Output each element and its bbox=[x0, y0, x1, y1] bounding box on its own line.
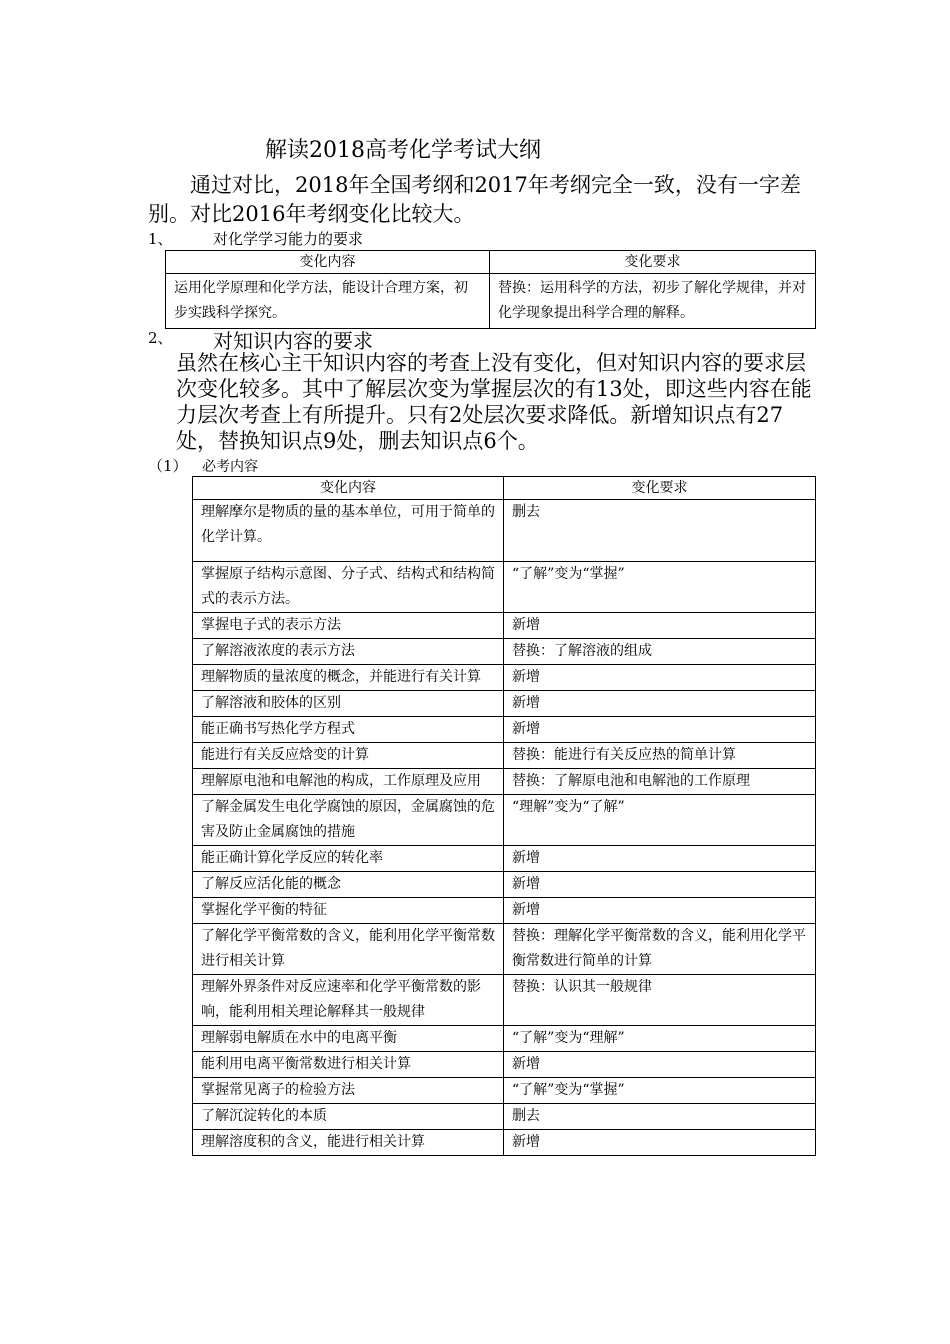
change-cell: 新增 bbox=[504, 1052, 816, 1078]
content-cell: 理解溶度积的含义，能进行相关计算 bbox=[193, 1130, 504, 1156]
table-row bbox=[193, 1130, 816, 1156]
column-header: 变化内容 bbox=[166, 251, 490, 274]
section1-number: 1、 bbox=[148, 230, 173, 248]
change-cell: 新增 bbox=[504, 691, 816, 717]
content-cell: 了解溶液浓度的表示方法 bbox=[193, 639, 504, 665]
content-cell: 掌握化学平衡的特征 bbox=[193, 898, 504, 924]
change-cell: 替换：能进行有关反应热的简单计算 bbox=[504, 743, 816, 769]
table-row bbox=[193, 975, 816, 1026]
change-cell: 新增 bbox=[504, 717, 816, 743]
content-cell: 了解溶液和胶体的区别 bbox=[193, 691, 504, 717]
change-cell: 新增 bbox=[504, 846, 816, 872]
change-cell: 新增 bbox=[504, 613, 816, 639]
subsection-heading: 必考内容 bbox=[202, 459, 258, 475]
ability-requirements-table bbox=[165, 250, 816, 329]
table-row bbox=[193, 846, 816, 872]
document-title: 解读2018高考化学考试大纲 bbox=[265, 138, 541, 163]
table-header-row bbox=[193, 477, 816, 500]
table-header-row bbox=[166, 251, 816, 274]
table-row bbox=[193, 691, 816, 717]
change-cell: 替换：理解化学平衡常数的含义，能利用化学平衡常数进行简单的计算 bbox=[504, 924, 816, 975]
change-cell: “了解”变为“掌握” bbox=[504, 562, 816, 613]
content-cell: 掌握原子结构示意图、分子式、结构式和结构简式的表示方法。 bbox=[193, 562, 504, 613]
content-cell: 能正确书写热化学方程式 bbox=[193, 717, 504, 743]
table-row bbox=[193, 1026, 816, 1052]
change-cell: 新增 bbox=[504, 665, 816, 691]
table-row bbox=[193, 1052, 816, 1078]
table-row bbox=[193, 898, 816, 924]
table-row bbox=[193, 743, 816, 769]
content-cell: 能进行有关反应焓变的计算 bbox=[193, 743, 504, 769]
content-cell: 能正确计算化学反应的转化率 bbox=[193, 846, 504, 872]
change-cell: 替换：了解溶液的组成 bbox=[504, 639, 816, 665]
change-cell: 新增 bbox=[504, 1130, 816, 1156]
content-cell: 能利用电离平衡常数进行相关计算 bbox=[193, 1052, 504, 1078]
required-content-table bbox=[192, 476, 816, 1156]
table-row bbox=[193, 500, 816, 562]
change-cell: “了解”变为“掌握” bbox=[504, 1078, 816, 1104]
intro-paragraph bbox=[148, 171, 818, 229]
table-row bbox=[166, 274, 816, 329]
table-cell: 替换：运用科学的方法，初步了解化学规律，并对化学现象提出科学合理的解释。 bbox=[490, 274, 816, 329]
table-row bbox=[193, 717, 816, 743]
column-header: 变化内容 bbox=[193, 477, 504, 500]
content-cell: 了解化学平衡常数的含义，能利用化学平衡常数进行相关计算 bbox=[193, 924, 504, 975]
content-cell: 了解金属发生电化学腐蚀的原因，金属腐蚀的危害及防止金属腐蚀的措施 bbox=[193, 795, 504, 846]
content-cell: 理解物质的量浓度的概念，并能进行有关计算 bbox=[193, 665, 504, 691]
table-row bbox=[193, 872, 816, 898]
content-cell: 理解外界条件对反应速率和化学平衡常数的影响，能利用相关理论解释其一般规律 bbox=[193, 975, 504, 1026]
content-cell: 了解沉淀转化的本质 bbox=[193, 1104, 504, 1130]
table-row bbox=[193, 924, 816, 975]
content-cell: 理解弱电解质在水中的电离平衡 bbox=[193, 1026, 504, 1052]
table-row bbox=[193, 1104, 816, 1130]
content-cell: 了解反应活化能的概念 bbox=[193, 872, 504, 898]
column-header: 变化要求 bbox=[490, 251, 816, 274]
section2-number: 2、 bbox=[148, 329, 173, 347]
table-row bbox=[193, 562, 816, 613]
table-cell: 运用化学原理和化学方法，能设计合理方案，初步实践科学探究。 bbox=[166, 274, 490, 329]
change-cell: 替换：了解原电池和电解池的工作原理 bbox=[504, 769, 816, 795]
section1-heading: 对化学学习能力的要求 bbox=[213, 230, 364, 248]
table-row bbox=[193, 639, 816, 665]
content-cell: 理解摩尔是物质的量的基本单位，可用于简单的化学计算。 bbox=[193, 500, 504, 562]
change-cell: 替换：认识其一般规律 bbox=[504, 975, 816, 1026]
table-row bbox=[193, 795, 816, 846]
section2-paragraph: 虽然在核心主干知识内容的考查上没有变化，但对知识内容的要求层次变化较多。其中了解层次变为掌握层次的有13处，即这些内容在能力层次考查上有所提升。只有2处层次要求降低。新增知识点有27处，替换知识点9处，删去知识点6个。 bbox=[176, 351, 812, 453]
change-cell: 删去 bbox=[504, 500, 816, 562]
change-cell: “理解”变为“了解” bbox=[504, 795, 816, 846]
subsection-number: （1） bbox=[148, 457, 188, 475]
content-cell: 理解原电池和电解池的构成，工作原理及应用 bbox=[193, 769, 504, 795]
content-cell: 掌握常见离子的检验方法 bbox=[193, 1078, 504, 1104]
content-cell: 掌握电子式的表示方法 bbox=[193, 613, 504, 639]
table-row bbox=[193, 613, 816, 639]
section2-heading: 对知识内容的要求 bbox=[213, 329, 373, 353]
change-cell: 新增 bbox=[504, 898, 816, 924]
change-cell: “了解”变为“理解” bbox=[504, 1026, 816, 1052]
table-row bbox=[193, 665, 816, 691]
change-cell: 删去 bbox=[504, 1104, 816, 1130]
column-header: 变化要求 bbox=[504, 477, 816, 500]
intro-text: 通过对比，2018年全国考纲和2017年考纲完全一致，没有一字差别。对比2016年考纲变化比较大。 bbox=[148, 173, 801, 226]
table-row bbox=[193, 769, 816, 795]
change-cell: 新增 bbox=[504, 872, 816, 898]
table-row bbox=[193, 1078, 816, 1104]
